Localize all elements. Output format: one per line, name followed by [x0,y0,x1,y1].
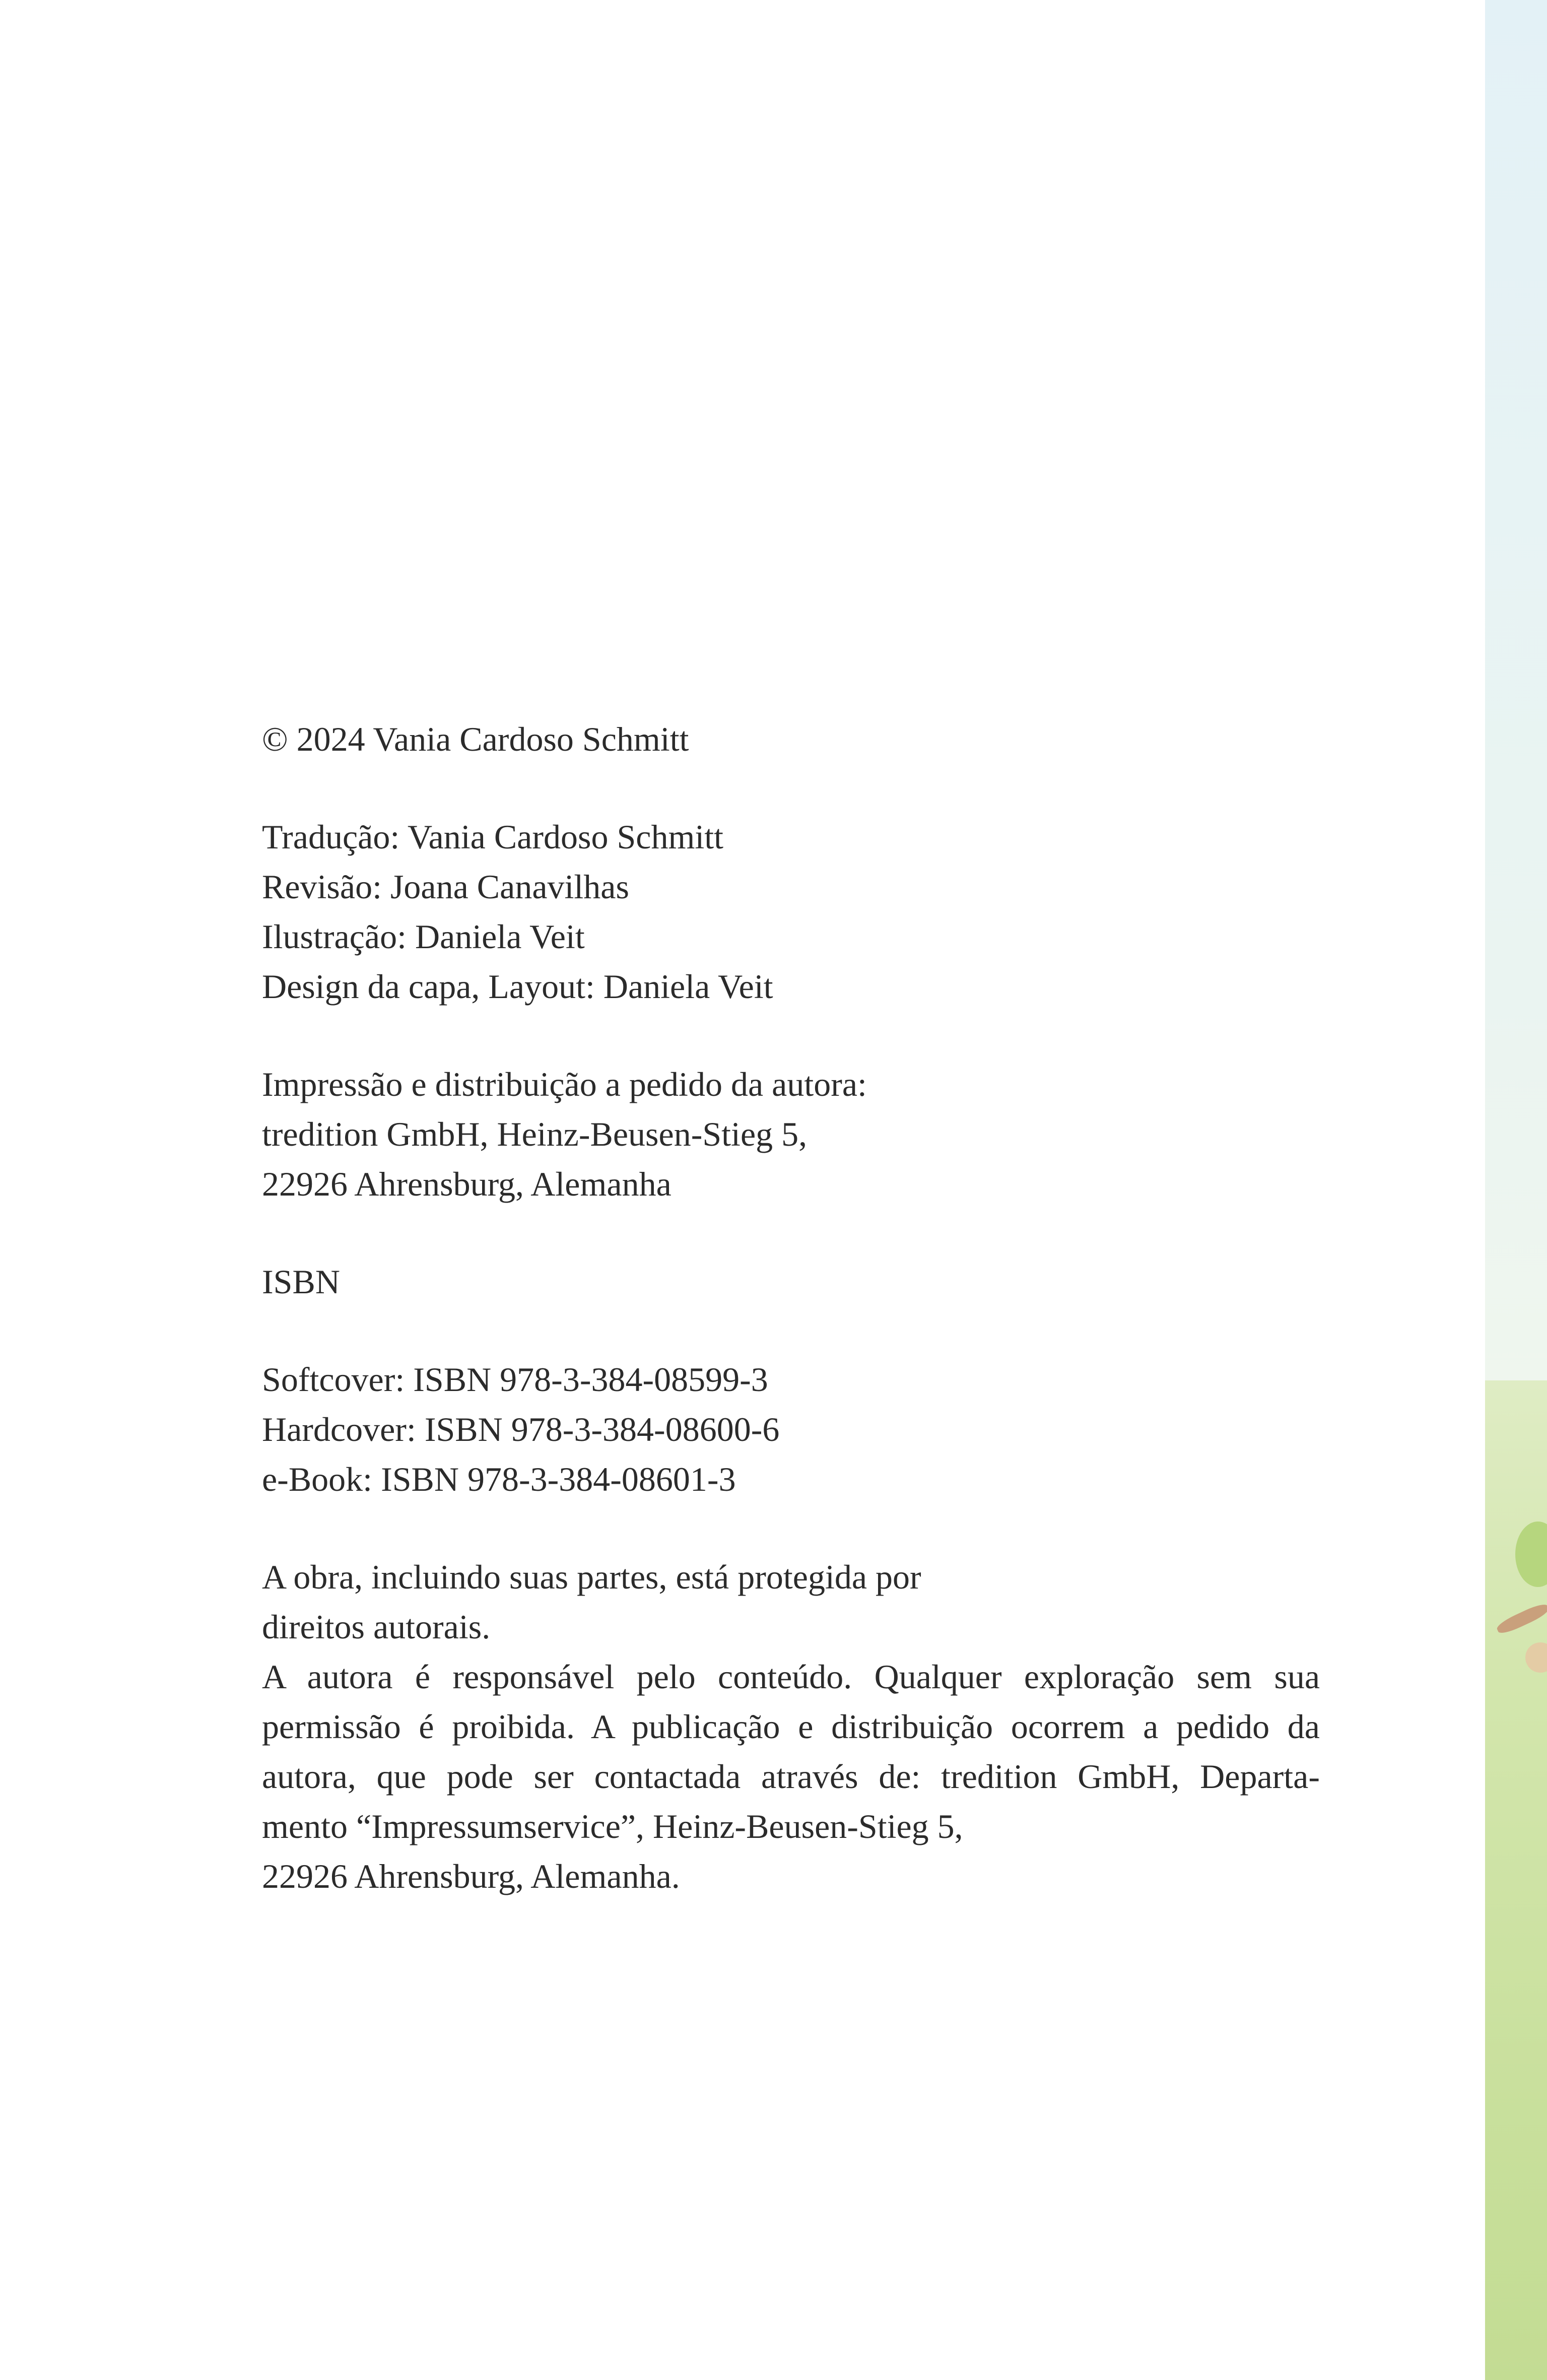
rights-line-5: autora, que pode ser contactada através de: tredition GmbH, Departa- [262,1757,1320,1796]
rights-line-6: mento “Impressumservice”, Heinz-Beusen-Stieg 5, [262,1807,963,1845]
printing-line-2: tredition GmbH, Heinz-Beusen-Stieg 5, [262,1115,808,1153]
rights-line-7: 22926 Ahrensburg, Alemanha. [262,1857,680,1895]
rights-line-2: direitos autorais. [262,1608,491,1646]
isbn-heading: ISBN [262,1263,340,1301]
imprint-text [262,714,1320,1901]
printing-line-3: 22926 Ahrensburg, Alemanha [262,1165,671,1203]
credit-design: Design da capa, Layout: Daniela Veit [262,967,773,1006]
printing-line-1: Impressão e distribuição a pedido da autora: [262,1065,867,1103]
credit-revision: Revisão: Joana Canavilhas [262,868,629,906]
spacer [262,1307,1320,1355]
spacer [262,764,1320,812]
spacer [262,1504,1320,1552]
isbn-softcover: Softcover: ISBN 978-3-384-08599-3 [262,1360,768,1399]
credit-translation: Tradução: Vania Cardoso Schmitt [262,818,724,856]
isbn-ebook: e-Book: ISBN 978-3-384-08601-3 [262,1460,736,1498]
copyright-line: © 2024 Vania Cardoso Schmitt [262,720,689,758]
sky-area [1485,0,1547,1391]
rights-line-3: A autora é responsável pelo conteúdo. Qualquer exploração sem sua [262,1658,1320,1696]
rights-line-4: permissão é proibida. A publicação e distribuição ocorrem a pedido da [262,1707,1320,1746]
spacer [262,1209,1320,1257]
rights-line-1: A obra, incluindo suas partes, está protegida por [262,1558,921,1596]
isbn-hardcover: Hardcover: ISBN 978-3-384-08600-6 [262,1410,780,1448]
spacer [262,1012,1320,1060]
cover-illustration-edge [1485,0,1547,2380]
credit-illustration: Ilustração: Daniela Veit [262,917,585,956]
